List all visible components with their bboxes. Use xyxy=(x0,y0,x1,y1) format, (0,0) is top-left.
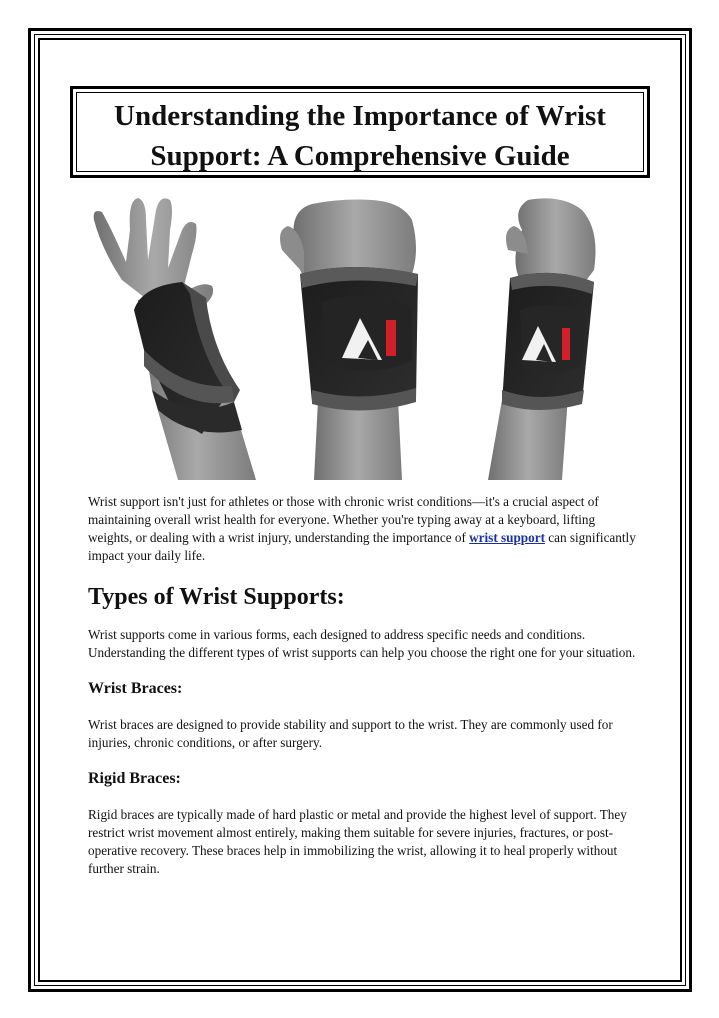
wrist-view-center xyxy=(280,200,418,481)
article-body xyxy=(88,493,636,894)
wrist-support-photo xyxy=(82,190,638,480)
wrist-view-right xyxy=(488,198,596,480)
subsection-heading-wrist-braces: Wrist Braces: xyxy=(88,680,183,697)
intro-text-end: can significantly impact your daily life. xyxy=(88,530,636,563)
page-title: Understanding the Importance of Wrist Support: A Comprehensive Guide xyxy=(114,100,606,172)
intro-paragraph xyxy=(88,493,636,565)
subsection-heading-rigid-braces: Rigid Braces: xyxy=(88,770,181,787)
section-paragraph-types: Wrist supports come in various forms, each designed to address specific needs and conditions. Understanding the different types of wrist supports can help you choose the right one for your situation. xyxy=(88,627,636,660)
intro-text: Wrist support isn't just for athletes or those with chronic wrist conditions—it's a crucial aspect of maintaining overall wrist health for everyone. Whether you're typing away at a keyboard, lifting weights, or dealing with a wrist injury, understanding the importance of xyxy=(88,494,599,545)
wrist-support-link[interactable]: wrist support xyxy=(469,530,545,545)
section-heading-types: Types of Wrist Supports: xyxy=(88,584,345,610)
wrist-view-left xyxy=(94,198,256,480)
subsection-paragraph-wrist-braces: Wrist braces are designed to provide stability and support to the wrist. They are commonly used for injuries, chronic conditions, or after surgery. xyxy=(88,717,613,750)
subsection-paragraph-rigid-braces: Rigid braces are typically made of hard plastic or metal and provide the highest level of support. They restrict wrist movement almost entirely, making them suitable for severe injuries, fractures, or post-operative recovery. These braces help in immobilizing the wrist, allowing it to heal properly without further strain. xyxy=(88,807,627,876)
